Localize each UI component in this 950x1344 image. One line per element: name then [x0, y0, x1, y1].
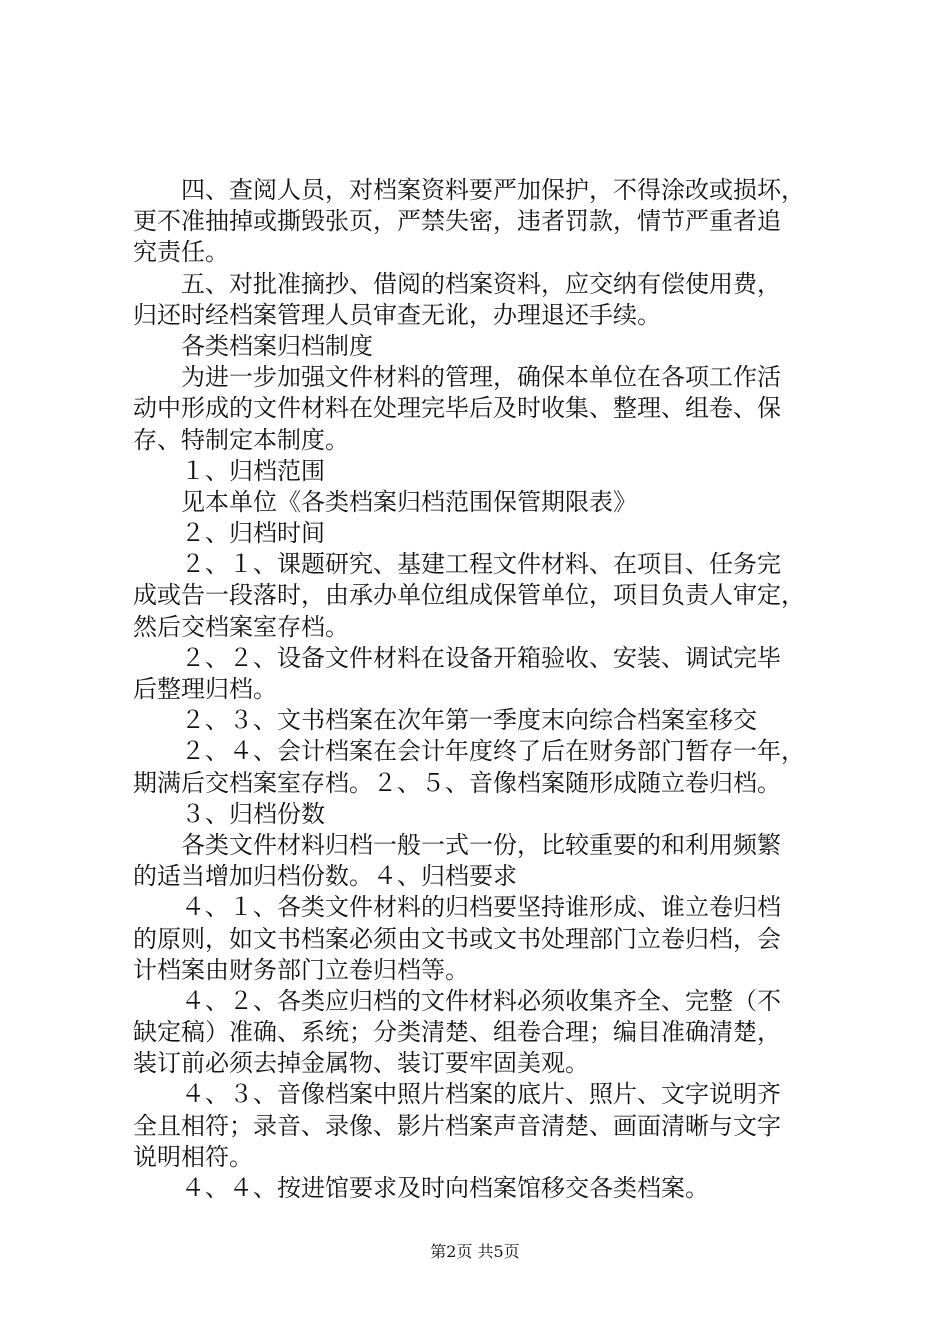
text-line: 见本单位《各类档案归档范围保管期限表》 — [133, 487, 637, 516]
text-line: 更不准抽掉或撕毁张页，严禁失密，违者罚款，情节严重者追 — [133, 207, 781, 236]
text-line: ２、３、文书档案在次年第一季度末向综合档案室移交 — [133, 706, 757, 735]
text-line: 装订前必须去掉金属物、装订要牢固美观。 — [133, 1049, 589, 1078]
text-line: 后整理归档。 — [133, 675, 277, 703]
text-line: 五、对批准摘抄、借阅的档案资料，应交纳有偿使用费， — [133, 269, 781, 298]
text-line: １、归档范围 — [133, 456, 325, 485]
text-line: 全且相符；录音、录像、影片档案声音清楚、画面清晰与文字 — [133, 1111, 781, 1140]
text-line: 各类文件材料归档一般一式一份，比较重要的和利用频繁 — [133, 830, 781, 859]
text-line: 成或告一段落时，由承办单位组成保管单位，项目负责人审定， — [133, 581, 805, 610]
text-line: 存、特制定本制度。 — [133, 425, 349, 454]
text-line: 究责任。 — [133, 238, 229, 267]
text-line: ２、２、设备文件材料在设备开箱验收、安装、调试完毕 — [133, 643, 781, 672]
text-line: ４、４、按进馆要求及时向档案馆移交各类档案。 — [133, 1174, 709, 1202]
text-line: ３、归档份数 — [133, 799, 325, 828]
text-line: ２、４、会计档案在会计年度终了后在财务部门暂存一年， — [133, 737, 805, 766]
text-line: 的原则，如文书档案必须由文书或文书处理部门立卷归档，会 — [133, 924, 781, 953]
text-line: 的适当增加归档份数。４、归档要求 — [133, 862, 517, 891]
text-line: 四、查阅人员，对档案资料要严加保护，不得涂改或损坏， — [133, 176, 805, 204]
text-line: 期满后交档案室存档。２、５、音像档案随形成随立卷归档。 — [133, 768, 781, 797]
text-line: 为进一步加强文件材料的管理，确保本单位在各项工作活 — [133, 363, 781, 392]
text-line: ２、归档时间 — [133, 519, 325, 548]
text-line: 计档案由财务部门立卷归档等。 — [133, 955, 469, 984]
text-line: ４、２、各类应归档的文件材料必须收集齐全、完整（不 — [133, 986, 781, 1015]
text-line: ４、１、各类文件材料的归档要坚持谁形成、谁立卷归档 — [133, 893, 781, 922]
text-line: 归还时经档案管理人员审查无讹，办理退还手续。 — [133, 300, 661, 329]
text-line: 各类档案归档制度 — [133, 331, 373, 360]
text-line: 缺定稿）准确、系统；分类清楚、组卷合理；编目准确清楚， — [133, 1018, 781, 1047]
text-line: 动中形成的文件材料在处理完毕后及时收集、整理、组卷、保 — [133, 394, 781, 423]
text-line: ４、３、音像档案中照片档案的底片、照片、文字说明齐 — [133, 1080, 781, 1109]
text-line: 说明相符。 — [133, 1142, 253, 1171]
text-line: ２、１、课题研究、基建工程文件材料、在项目、任务完 — [133, 550, 781, 579]
page-number-footer: 第2页 共5页 — [430, 1242, 520, 1261]
text-line: 然后交档案室存档。 — [133, 612, 349, 641]
document-body — [133, 175, 833, 1204]
